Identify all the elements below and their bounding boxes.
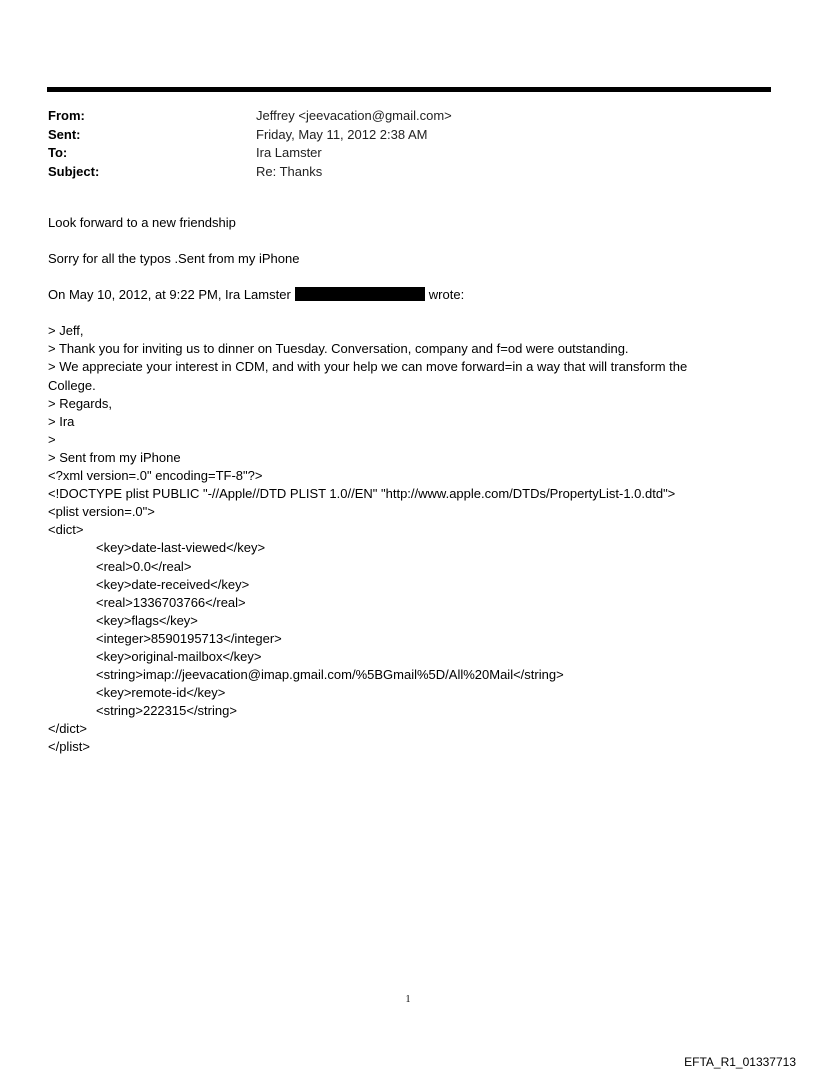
xml-line-indented: <string>imap://jeevacation@imap.gmail.com/%5BGmail%5D/All%20Mail</string>	[96, 667, 564, 683]
xml-line: <plist version=.0">	[48, 504, 155, 520]
xml-line: <!DOCTYPE plist PUBLIC "-//Apple//DTD PLIST 1.0//EN" "http://www.apple.com/DTDs/PropertyList-1.0.dtd">	[48, 486, 676, 502]
subject-row	[48, 163, 748, 182]
top-rule	[47, 87, 771, 92]
quoted-line: >	[48, 431, 56, 447]
document-id: EFTA_R1_01337713	[684, 1055, 796, 1069]
xml-line-indented: <key>date-last-viewed</key>	[96, 540, 266, 556]
attribution-line	[48, 286, 738, 304]
redaction-box	[295, 287, 425, 301]
attribution-suffix: wrote:	[428, 287, 465, 303]
sent-value: Friday, May 11, 2012 2:38 AM	[256, 126, 428, 142]
xml-line: </dict>	[48, 721, 88, 737]
xml-line-indented: <real>0.0</real>	[96, 558, 192, 574]
from-label: From:	[48, 108, 85, 123]
quoted-line: > Regards,	[48, 395, 112, 411]
xml-line: <dict>	[48, 522, 84, 538]
email-body	[48, 214, 738, 757]
to-row	[48, 144, 748, 163]
body-line-typos: Sorry for all the typos .Sent from my iPhone	[48, 251, 300, 267]
quoted-line: > Sent from my iPhone	[48, 449, 181, 465]
xml-line: <?xml version=.0" encoding=TF-8"?>	[48, 468, 263, 484]
xml-line-indented: <key>remote-id</key>	[96, 685, 226, 701]
quoted-line: > Ira	[48, 413, 75, 429]
from-value: Jeffrey <jeevacation@gmail.com>	[256, 108, 452, 123]
sent-label: Sent:	[48, 126, 81, 142]
from-row	[48, 107, 748, 126]
subject-value: Re: Thanks	[256, 163, 323, 179]
xml-line: </plist>	[48, 739, 90, 755]
to-value: Ira Lamster	[256, 145, 322, 160]
quoted-block	[48, 322, 738, 467]
xml-line-indented: <key>flags</key>	[96, 612, 198, 628]
xml-line-indented: <real>1336703766</real>	[96, 594, 246, 610]
page-number: 1	[405, 994, 411, 1005]
email-header	[48, 107, 748, 181]
xml-block	[48, 467, 738, 757]
xml-line-indented: <string>222315</string>	[96, 703, 237, 719]
quoted-line: > Thank you for inviting us to dinner on Tuesday. Conversation, company and f=od were outstanding.	[48, 341, 629, 357]
quoted-line: > We appreciate your interest in CDM, and with your help we can move forward=in a way that will transform the College.	[48, 359, 691, 393]
sent-row	[48, 126, 748, 145]
xml-line-indented: <key>date-received</key>	[96, 576, 250, 592]
to-label: To:	[48, 145, 68, 160]
quoted-line: > Jeff,	[48, 323, 84, 339]
xml-line-indented: <key>original-mailbox</key>	[96, 648, 262, 664]
xml-line-indented: <integer>8590195713</integer>	[96, 630, 282, 646]
subject-label: Subject:	[48, 163, 100, 179]
body-line-friendship: Look forward to a new friendship	[48, 215, 236, 230]
attribution-prefix: On May 10, 2012, at 9:22 PM, Ira Lamster	[48, 287, 291, 303]
